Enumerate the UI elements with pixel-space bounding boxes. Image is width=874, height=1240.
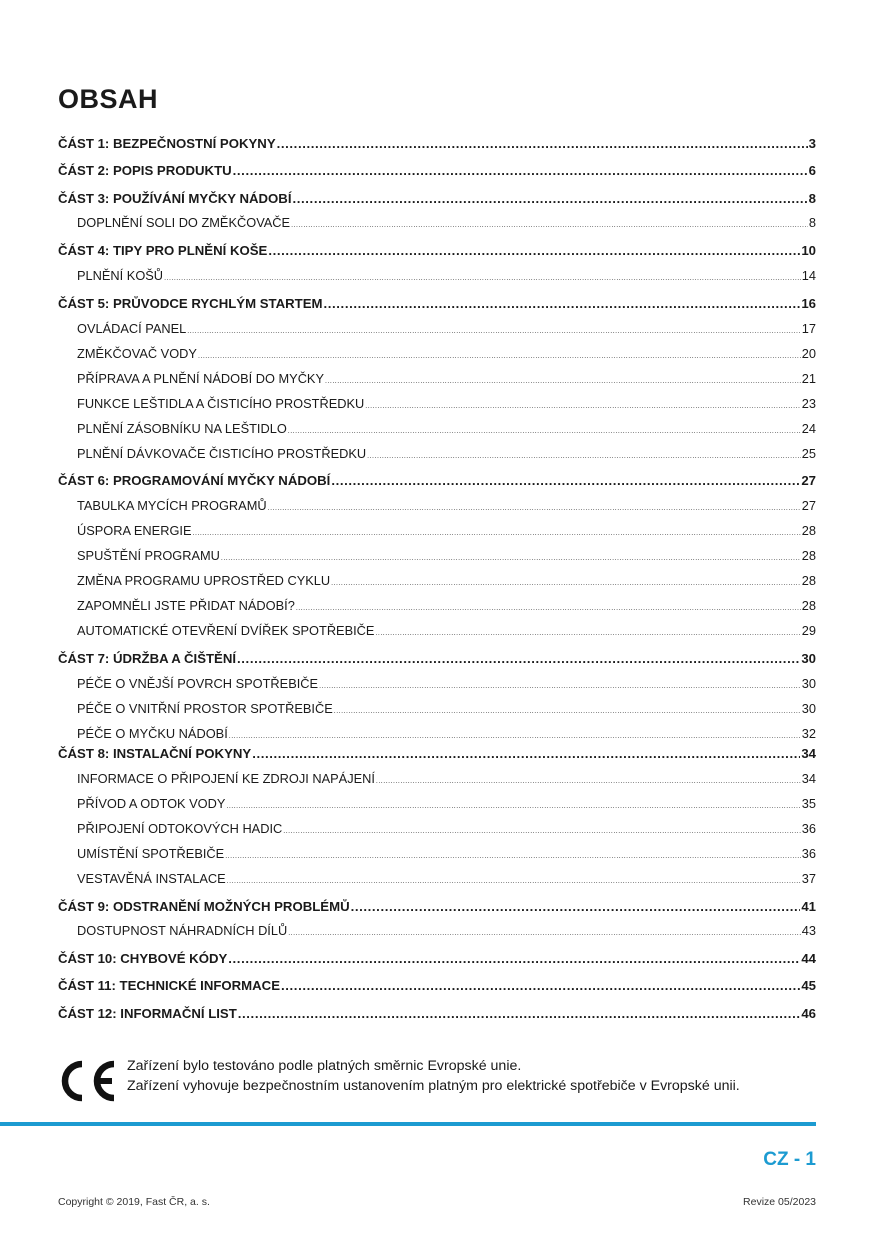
toc-leader-dots bbox=[225, 853, 801, 860]
toc-entry-label: UMÍSTĚNÍ SPOTŘEBIČE bbox=[77, 846, 225, 861]
footer-revision: Revize 05/2023 bbox=[743, 1196, 816, 1208]
toc-sub-entry bbox=[58, 321, 816, 336]
toc-leader-dots bbox=[268, 243, 800, 258]
toc-leader-dots bbox=[221, 555, 801, 562]
toc-leader-dots bbox=[367, 453, 801, 460]
toc-chapter-entry bbox=[58, 1006, 816, 1021]
toc-sub-entry bbox=[58, 771, 816, 786]
toc-leader-dots bbox=[365, 403, 800, 410]
toc-sub-entry bbox=[58, 268, 816, 283]
toc-entry-page: 24 bbox=[801, 421, 816, 436]
toc-chapter-entry bbox=[58, 136, 816, 151]
toc-entry-label: ZMĚKČOVAČ VODY bbox=[77, 346, 197, 361]
toc-sub-entry bbox=[58, 676, 816, 691]
toc-entry-label: ČÁST 7: ÚDRŽBA A ČIŠTĚNÍ bbox=[58, 651, 237, 666]
toc-chapter-entry bbox=[58, 951, 816, 966]
toc-leader-dots bbox=[319, 683, 801, 690]
toc-entry-page: 30 bbox=[801, 651, 816, 666]
toc-chapter-entry bbox=[58, 296, 816, 311]
toc-sub-entry bbox=[58, 396, 816, 411]
toc-entry-label: ZAPOMNĚLI JSTE PŘIDAT NÁDOBÍ? bbox=[77, 598, 295, 613]
toc-leader-dots bbox=[226, 803, 800, 810]
toc-sub-entry bbox=[58, 421, 816, 436]
toc-entry-page: 41 bbox=[801, 899, 816, 914]
toc-entry-label: PŘÍVOD A ODTOK VODY bbox=[77, 796, 226, 811]
toc-sub-entry bbox=[58, 923, 816, 938]
toc-entry-label: PÉČE O VNĚJŠÍ POVRCH SPOTŘEBIČE bbox=[77, 676, 319, 691]
toc-sub-entry bbox=[58, 523, 816, 538]
toc-chapter-entry bbox=[58, 163, 816, 178]
toc-entry-page: 34 bbox=[801, 746, 816, 761]
toc-entry-page: 8 bbox=[808, 215, 816, 230]
toc-sub-entry bbox=[58, 598, 816, 613]
toc-entry-page: 46 bbox=[801, 1006, 816, 1021]
toc-entry-label: PLNĚNÍ KOŠŮ bbox=[77, 268, 164, 283]
toc-entry-page: 28 bbox=[801, 523, 816, 538]
toc-entry-label: ČÁST 10: CHYBOVÉ KÓDY bbox=[58, 951, 228, 966]
toc-sub-entry bbox=[58, 573, 816, 588]
toc-entry-label: VESTAVĚNÁ INSTALACE bbox=[77, 871, 226, 886]
toc-entry-label: ČÁST 2: POPIS PRODUKTU bbox=[58, 163, 232, 178]
toc-leader-dots bbox=[293, 191, 808, 206]
toc-leader-dots bbox=[238, 1006, 801, 1021]
toc-sub-entry bbox=[58, 871, 816, 886]
toc-entry-page: 16 bbox=[801, 296, 816, 311]
toc-leader-dots bbox=[325, 378, 801, 385]
toc-leader-dots bbox=[237, 651, 800, 666]
toc-entry-label: ČÁST 11: TECHNICKÉ INFORMACE bbox=[58, 978, 281, 993]
toc-entry-page: 28 bbox=[801, 548, 816, 563]
toc-leader-dots bbox=[227, 878, 801, 885]
toc-leader-dots bbox=[283, 828, 801, 835]
toc-sub-entry bbox=[58, 821, 816, 836]
divider-rule bbox=[0, 1122, 816, 1126]
toc-entry-label: PÉČE O MYČKU NÁDOBÍ bbox=[77, 726, 228, 741]
toc-entry-label: ČÁST 1: BEZPEČNOSTNÍ POKYNY bbox=[58, 136, 276, 151]
toc-leader-dots bbox=[296, 605, 801, 612]
toc-sub-entry bbox=[58, 726, 816, 741]
toc-entry-page: 25 bbox=[801, 446, 816, 461]
toc-entry-label: AUTOMATICKÉ OTEVŘENÍ DVÍŘEK SPOTŘEBIČE bbox=[77, 623, 375, 638]
toc-entry-page: 28 bbox=[801, 573, 816, 588]
toc-leader-dots bbox=[252, 746, 800, 761]
toc-entry-label: OVLÁDACÍ PANEL bbox=[77, 321, 187, 336]
toc-entry-page: 3 bbox=[808, 136, 816, 151]
toc-entry-page: 34 bbox=[801, 771, 816, 786]
toc-entry-label: FUNKCE LEŠTIDLA A ČISTICÍHO PROSTŘEDKU bbox=[77, 396, 365, 411]
toc-entry-label: ZMĚNA PROGRAMU UPROSTŘED CYKLU bbox=[77, 573, 331, 588]
toc-entry-page: 20 bbox=[801, 346, 816, 361]
toc-entry-page: 21 bbox=[801, 371, 816, 386]
toc-entry-label: ČÁST 6: PROGRAMOVÁNÍ MYČKY NÁDOBÍ bbox=[58, 473, 331, 488]
ce-notice-line-1: Zařízení bylo testováno podle platných směrnic Evropské unie. bbox=[127, 1058, 522, 1074]
toc-entry-label: ČÁST 9: ODSTRANĚNÍ MOŽNÝCH PROBLÉMŮ bbox=[58, 899, 350, 914]
toc-sub-entry bbox=[58, 346, 816, 361]
toc-leader-dots bbox=[277, 136, 808, 151]
toc-entry-page: 37 bbox=[801, 871, 816, 886]
toc-chapter-entry bbox=[58, 473, 816, 488]
toc-leader-dots bbox=[324, 296, 801, 311]
toc-entry-label: PLNĚNÍ DÁVKOVAČE ČISTICÍHO PROSTŘEDKU bbox=[77, 446, 367, 461]
toc-entry-page: 32 bbox=[801, 726, 816, 741]
toc-entry-page: 28 bbox=[801, 598, 816, 613]
toc-sub-entry bbox=[58, 371, 816, 386]
toc-leader-dots bbox=[187, 328, 800, 335]
toc-entry-page: 14 bbox=[801, 268, 816, 283]
toc-leader-dots bbox=[233, 163, 808, 178]
toc-entry-label: DOPLNĚNÍ SOLI DO ZMĚKČOVAČE bbox=[77, 215, 291, 230]
toc-entry-label: ČÁST 5: PRŮVODCE RYCHLÝM STARTEM bbox=[58, 296, 323, 311]
toc-sub-entry bbox=[58, 446, 816, 461]
toc-sub-entry bbox=[58, 623, 816, 638]
toc-sub-entry bbox=[58, 498, 816, 513]
toc-entry-label: ÚSPORA ENERGIE bbox=[77, 523, 192, 538]
toc-entry-page: 27 bbox=[801, 498, 816, 513]
toc-leader-dots bbox=[198, 353, 801, 360]
toc-sub-entry bbox=[58, 846, 816, 861]
toc-entry-page: 35 bbox=[801, 796, 816, 811]
toc-entry-label: ČÁST 8: INSTALAČNÍ POKYNY bbox=[58, 746, 252, 761]
footer-copyright: Copyright © 2019, Fast ČR, a. s. bbox=[58, 1196, 210, 1208]
toc-entry-label: PŘIPOJENÍ ODTOKOVÝCH HADIC bbox=[77, 821, 283, 836]
page-number: CZ - 1 bbox=[763, 1149, 816, 1170]
toc-leader-dots bbox=[288, 428, 801, 435]
toc-chapter-entry bbox=[58, 651, 816, 666]
toc-entry-page: 44 bbox=[801, 951, 816, 966]
toc-leader-dots bbox=[331, 580, 801, 587]
toc-sub-entry bbox=[58, 701, 816, 716]
page-title: OBSAH bbox=[58, 84, 159, 114]
toc-entry-page: 17 bbox=[801, 321, 816, 336]
toc-chapter-entry bbox=[58, 191, 816, 206]
toc-entry-page: 10 bbox=[801, 243, 816, 258]
toc-entry-page: 30 bbox=[801, 701, 816, 716]
toc-chapter-entry bbox=[58, 978, 816, 993]
toc-sub-entry bbox=[58, 548, 816, 563]
toc-sub-entry bbox=[58, 796, 816, 811]
toc-entry-label: ČÁST 4: TIPY PRO PLNĚNÍ KOŠE bbox=[58, 243, 268, 258]
toc-entry-page: 45 bbox=[801, 978, 816, 993]
ce-mark-icon bbox=[58, 1058, 118, 1104]
toc-entry-page: 43 bbox=[801, 923, 816, 938]
toc-entry-label: INFORMACE O PŘIPOJENÍ KE ZDROJI NAPÁJENÍ bbox=[77, 771, 375, 786]
toc-leader-dots bbox=[193, 530, 801, 537]
toc-leader-dots bbox=[288, 930, 801, 937]
toc-entry-page: 29 bbox=[801, 623, 816, 638]
toc-entry-page: 30 bbox=[801, 676, 816, 691]
ce-notice bbox=[127, 1056, 740, 1096]
toc-leader-dots bbox=[268, 505, 801, 512]
toc-entry-page: 36 bbox=[801, 821, 816, 836]
toc-sub-entry bbox=[58, 215, 816, 230]
toc-entry-label: TABULKA MYCÍCH PROGRAMŮ bbox=[77, 498, 267, 513]
toc-entry-label: PLNĚNÍ ZÁSOBNÍKU NA LEŠTIDLO bbox=[77, 421, 287, 436]
toc-leader-dots bbox=[291, 222, 808, 229]
toc-entry-page: 8 bbox=[808, 191, 816, 206]
toc-leader-dots bbox=[331, 473, 800, 488]
toc-chapter-entry bbox=[58, 746, 816, 761]
toc-entry-page: 36 bbox=[801, 846, 816, 861]
toc-chapter-entry bbox=[58, 899, 816, 914]
toc-leader-dots bbox=[164, 275, 801, 282]
toc-leader-dots bbox=[281, 978, 800, 993]
toc-entry-page: 27 bbox=[801, 473, 816, 488]
toc-entry-label: PÉČE O VNITŘNÍ PROSTOR SPOTŘEBIČE bbox=[77, 701, 333, 716]
toc-entry-label: SPUŠTĚNÍ PROGRAMU bbox=[77, 548, 220, 563]
toc-leader-dots bbox=[229, 733, 801, 740]
toc-chapter-entry bbox=[58, 243, 816, 258]
toc-leader-dots bbox=[334, 708, 801, 715]
toc-leader-dots bbox=[375, 630, 800, 637]
toc-entry-label: DOSTUPNOST NÁHRADNÍCH DÍLŮ bbox=[77, 923, 288, 938]
toc-leader-dots bbox=[228, 951, 800, 966]
toc-entry-label: ČÁST 12: INFORMAČNÍ LIST bbox=[58, 1006, 237, 1021]
toc-leader-dots bbox=[376, 778, 801, 785]
toc-leader-dots bbox=[351, 899, 801, 914]
ce-notice-line-2: Zařízení vyhovuje bezpečnostním ustanovením platným pro elektrické spotřebiče v Evropské unii. bbox=[127, 1078, 740, 1094]
toc-entry-page: 23 bbox=[801, 396, 816, 411]
toc-entry-label: PŘÍPRAVA A PLNĚNÍ NÁDOBÍ DO MYČKY bbox=[77, 371, 325, 386]
toc-entry-page: 6 bbox=[808, 163, 816, 178]
toc-entry-label: ČÁST 3: POUŽÍVÁNÍ MYČKY NÁDOBÍ bbox=[58, 191, 292, 206]
